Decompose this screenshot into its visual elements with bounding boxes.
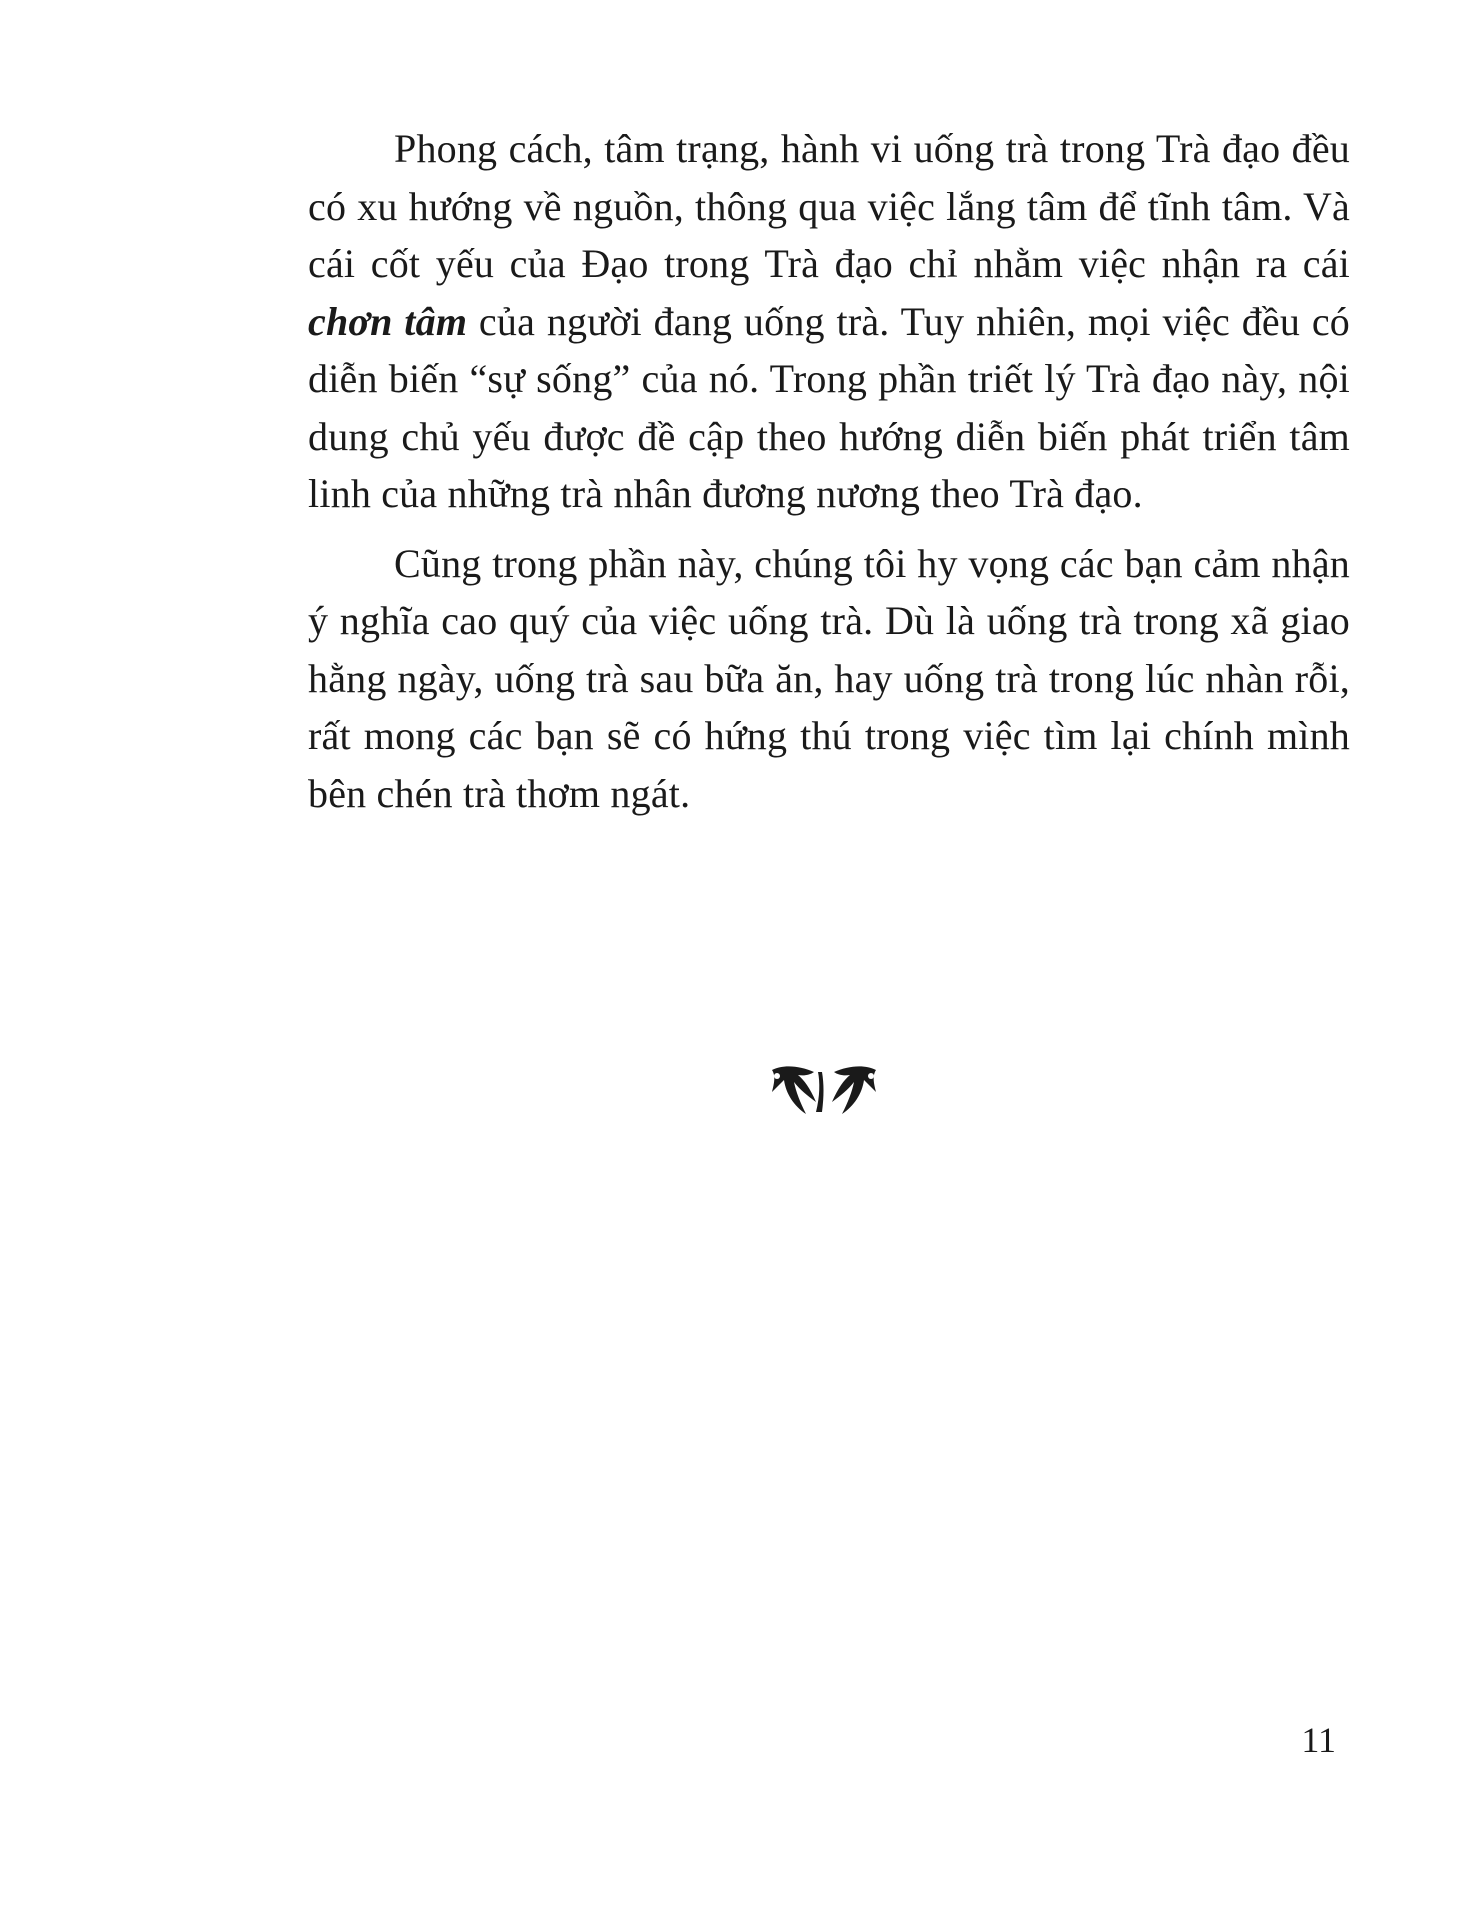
paragraph-2: Cũng trong phần này, chúng tôi hy vọng các bạn cảm nhận ý nghĩa cao quý của việc uống trà. Dù là uống trà trong xã giao hằng ngày, uống trà sau bữa ăn, hay uống trà trong lúc nhàn rỗi, rất mong các bạn sẽ có hứng thú trong việc tìm lại chính mình bên chén trà thơm ngát. <box>308 540 1350 816</box>
body-text <box>308 120 1350 822</box>
paragraph-1-text-start: Phong cách, tâm trạng, hành vi uống trà trong Trà đạo đều có xu hướng về nguồn, thông qua việc lắng tâm để tĩnh tâm. Và cái cốt yếu của Đạo trong Trà đạo chỉ nhằm việc nhận ra cái <box>308 126 1350 286</box>
paragraph-1-text-end: của người đang uống trà. Tuy nhiên, mọi việc đều có diễn biến “sự sống” của nó. Trong phần triết lý Trà đạo này, nội dung chủ yếu được đề cập theo hướng diễn biến phát triển tâm linh của những trà nhân đương nương theo Trà đạo. <box>308 298 1350 516</box>
emphasized-term: chơn tâm <box>308 298 468 344</box>
floral-divider-icon <box>770 1062 878 1118</box>
page-number: 11 <box>1301 1720 1336 1760</box>
paragraph-1 <box>308 120 1350 523</box>
